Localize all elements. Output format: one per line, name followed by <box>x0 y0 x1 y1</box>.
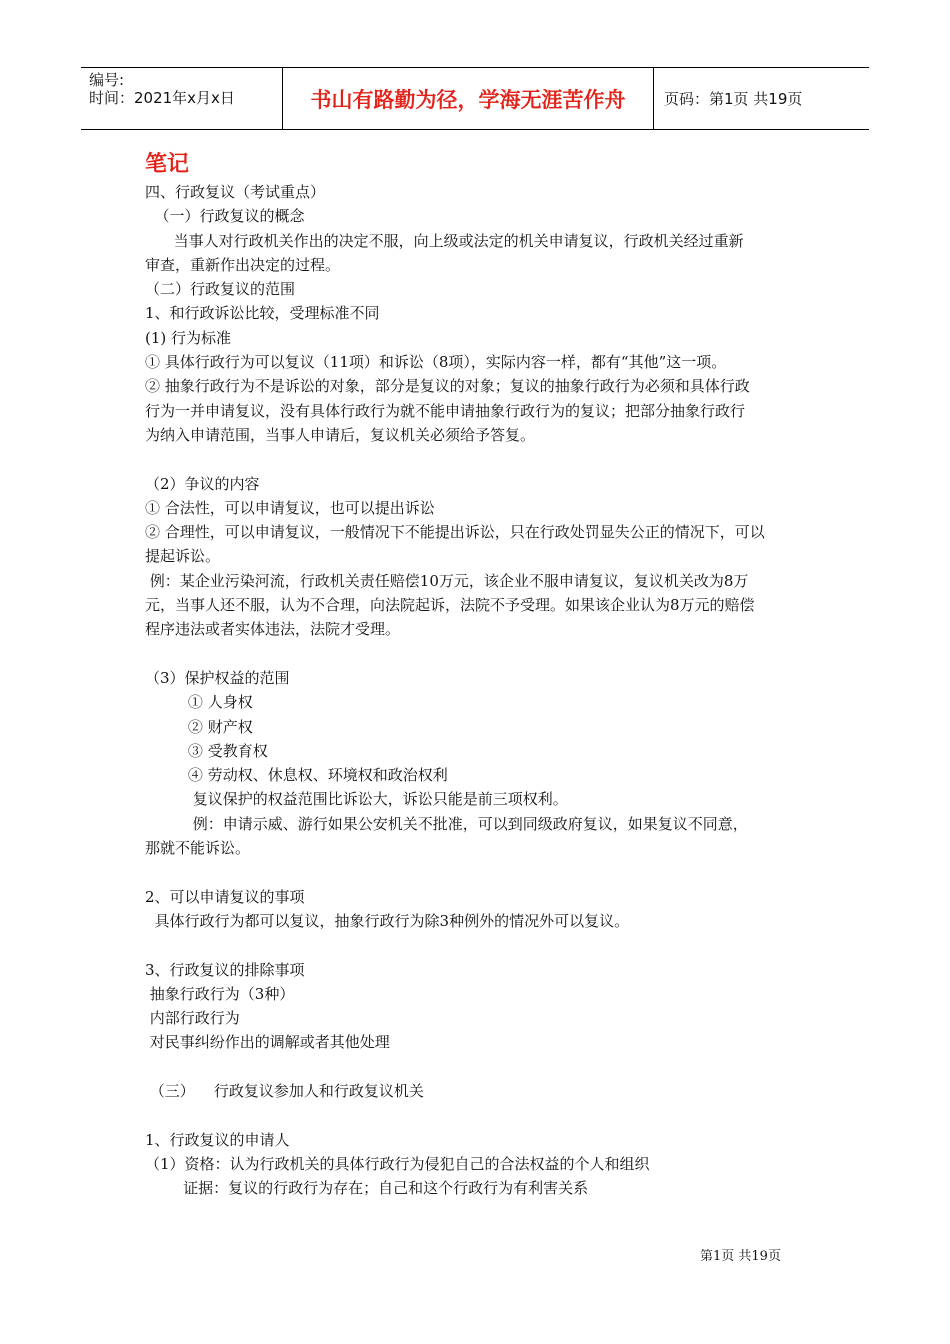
text-line: 复议保护的权益范围比诉讼大，诉讼只能是前三项权利。 <box>145 790 568 809</box>
code-label: 编号: <box>89 71 125 89</box>
text-line: 提起诉讼。 <box>145 547 221 566</box>
text-line: （3）保护权益的范围 <box>145 668 290 687</box>
text-line: 程序违法或者实体违法，法院才受理。 <box>145 620 401 639</box>
text-line: 2、可以申请复议的事项 <box>145 887 305 906</box>
text-line <box>145 1103 810 1127</box>
text-line: (1) 行为标准 <box>145 328 232 347</box>
text-line: 那就不能诉讼。 <box>145 839 251 858</box>
header-page-info: 页码：第1页 共19页 <box>664 90 803 108</box>
text-line: ② 财产权 <box>145 717 253 736</box>
text-line: 四、行政复议（考试重点） <box>145 183 326 201</box>
page-footer: 第1页 共19页 <box>700 1249 781 1264</box>
text-line <box>145 1055 810 1079</box>
text-line: 具体行政行为都可以复议，抽象行政行为除3种例外的情况外可以复议。 <box>145 911 630 930</box>
text-line: 对民事纠纷作出的调解或者其他处理 <box>145 1033 390 1052</box>
text-line <box>145 860 810 884</box>
text-line: 当事人对行政机关作出的决定不服，向上级或法定的机关申请复议，行政机关经过重新 <box>145 231 744 250</box>
text-line: 3、行政复议的排除事项 <box>145 960 305 979</box>
page-title: 笔记 <box>145 152 190 177</box>
document-body <box>145 150 810 1200</box>
text-line: ① 具体行政行为可以复议（11项）和诉讼（8项），实际内容一样，都有“其他”这一项。 <box>145 353 727 372</box>
text-line: ② 抽象行政行为不是诉讼的对象，部分是复议的对象；复议的抽象行政行为必须和具体行政 <box>145 377 750 396</box>
text-line: 证据：复议的行政行为存在；自己和这个行政行为有利害关系 <box>145 1179 589 1198</box>
text-line: ② 合理性，可以申请复议，一般情况下不能提出诉讼，只在行政处罚显失公正的情况下，可以 <box>145 523 765 542</box>
text-line: 例：某企业污染河流，行政机关责任赔偿10万元，该企业不服申请复议，复议机关改为8万 <box>145 571 749 590</box>
text-lines <box>145 180 810 1200</box>
text-line: 行为一并申请复议，没有具体行政行为就不能申请抽象行政行为的复议；把部分抽象行政行 <box>145 401 746 420</box>
text-line: （二）行政复议的范围 <box>145 280 296 299</box>
page-header <box>81 67 869 130</box>
text-line <box>145 447 810 471</box>
text-line: 内部行政行为 <box>145 1009 240 1028</box>
text-line: （一）行政复议的概念 <box>145 207 305 226</box>
text-line: 1、行政复议的申请人 <box>145 1130 290 1149</box>
time-label: 时间：2021年x月x日 <box>89 89 235 107</box>
text-line: 为纳入申请范围，当事人申请后，复议机关必须给予答复。 <box>145 425 536 444</box>
text-line: ① 人身权 <box>145 693 253 712</box>
text-line: ③ 受教育权 <box>145 741 268 760</box>
text-line: 抽象行政行为（3种） <box>145 984 295 1003</box>
text-line: ④ 劳动权、休息权、环境权和政治权利 <box>145 766 448 785</box>
text-line: 例：申请示威、游行如果公安机关不批准，可以到同级政府复议，如果复议不同意， <box>145 814 748 833</box>
text-line: ① 合法性，可以申请复议，也可以提出诉讼 <box>145 498 435 517</box>
header-left <box>81 68 282 129</box>
text-line: 元，当事人还不服，认为不合理，向法院起诉，法院不予受理。如果该企业认为8万元的赔偿 <box>145 596 755 615</box>
header-motto: 书山有路勤为径，学海无涯苦作舟 <box>282 68 654 129</box>
text-line: （2）争议的内容 <box>145 474 260 493</box>
text-line: （三） 行政复议参加人和行政复议机关 <box>145 1081 424 1100</box>
text-line: 审查，重新作出决定的过程。 <box>145 255 341 274</box>
text-line <box>145 642 810 666</box>
text-line: 1、和行政诉讼比较，受理标准不同 <box>145 304 380 323</box>
text-line: （1）资格：认为行政机关的具体行政行为侵犯自己的合法权益的个人和组织 <box>145 1154 650 1173</box>
text-line <box>145 933 810 957</box>
